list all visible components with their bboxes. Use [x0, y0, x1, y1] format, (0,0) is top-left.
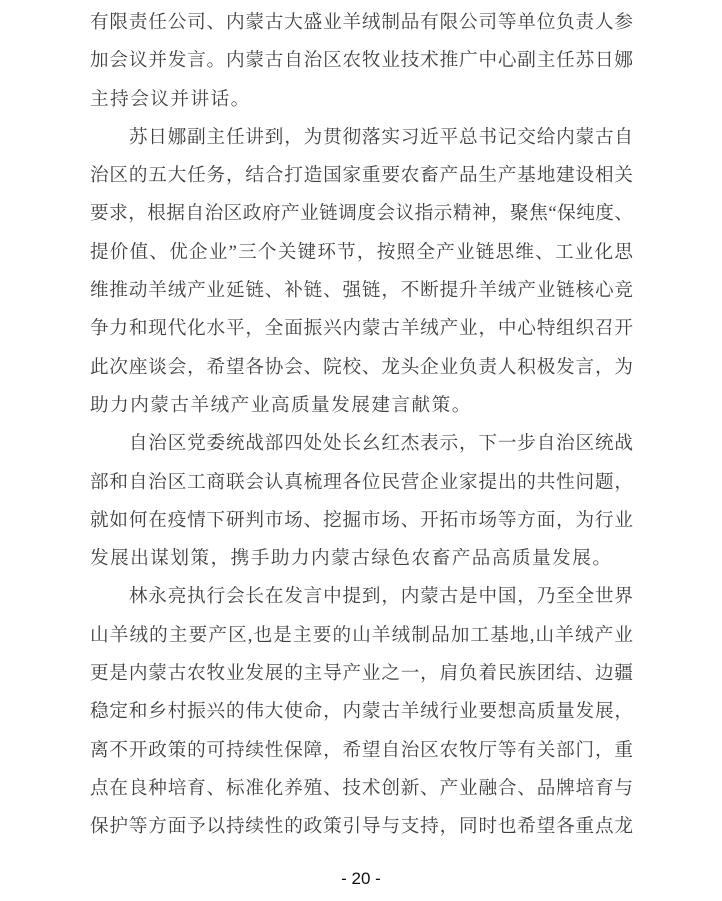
text-line: 部和自治区工商联会认真梳理各位民营企业家提出的共性问题，	[90, 471, 633, 493]
text-line: 助力内蒙古羊绒产业高质量发展建言献策。	[90, 394, 472, 416]
text-line: 点在良种培育、标准化养殖、技术创新、产业融合、品牌培育与	[90, 777, 633, 799]
text-line: 发展出谋划策，携手助力内蒙古绿色农畜产品高质量发展。	[90, 548, 613, 570]
body-text	[90, 4, 633, 847]
text-line: 苏日娜副主任讲到，为贯彻落实习近平总书记交给内蒙古自	[90, 126, 633, 148]
text-line: 加会议并发言。内蒙古自治区农牧业技术推广中心副主任苏日娜	[90, 50, 633, 72]
text-line: 此次座谈会，希望各协会、院校、龙头企业负责人积极发言，为	[90, 356, 633, 378]
text-line: 要求，根据自治区政府产业链调度会议指示精神，聚焦“保纯度、	[90, 203, 633, 225]
text-line: 维推动羊绒产业延链、补链、强链，不断提升羊绒产业链核心竞	[90, 280, 633, 302]
text-line: 山羊绒的主要产区,也是主要的山羊绒制品加工基地,山羊绒产业	[90, 624, 633, 646]
text-line: 稳定和乡村振兴的伟大使命，内蒙古羊绒行业要想高质量发展，	[90, 701, 633, 723]
text-line: 治区的五大任务，结合打造国家重要农畜产品生产基地建设相关	[90, 165, 633, 187]
text-line: 离不开政策的可持续性保障，希望自治区农牧厅等有关部门，重	[90, 739, 633, 761]
text-line: 有限责任公司、内蒙古大盛业羊绒制品有限公司等单位负责人参	[90, 12, 633, 33]
text-line: 自治区党委统战部四处处长幺红杰表示，下一步自治区统战	[90, 433, 633, 455]
text-line: 主持会议并讲话。	[90, 88, 251, 110]
text-line: 争力和现代化水平，全面振兴内蒙古羊绒产业，中心特组织召开	[90, 318, 633, 340]
text-line: 就如何在疫情下研判市场、挖掘市场、开拓市场等方面，为行业	[90, 509, 633, 531]
text-line: 保护等方面予以持续性的政策引导与支持，同时也希望各重点龙	[90, 816, 633, 838]
text-line: 更是内蒙古农牧业发展的主导产业之一，肩负着民族团结、边疆	[90, 663, 633, 685]
text-line: 林永亮执行会长在发言中提到，内蒙古是中国，乃至全世界	[90, 586, 633, 608]
page-number: - 20 -	[341, 869, 381, 888]
text-line: 提价值、优企业”三个关键环节，按照全产业链思维、工业化思	[90, 241, 633, 263]
